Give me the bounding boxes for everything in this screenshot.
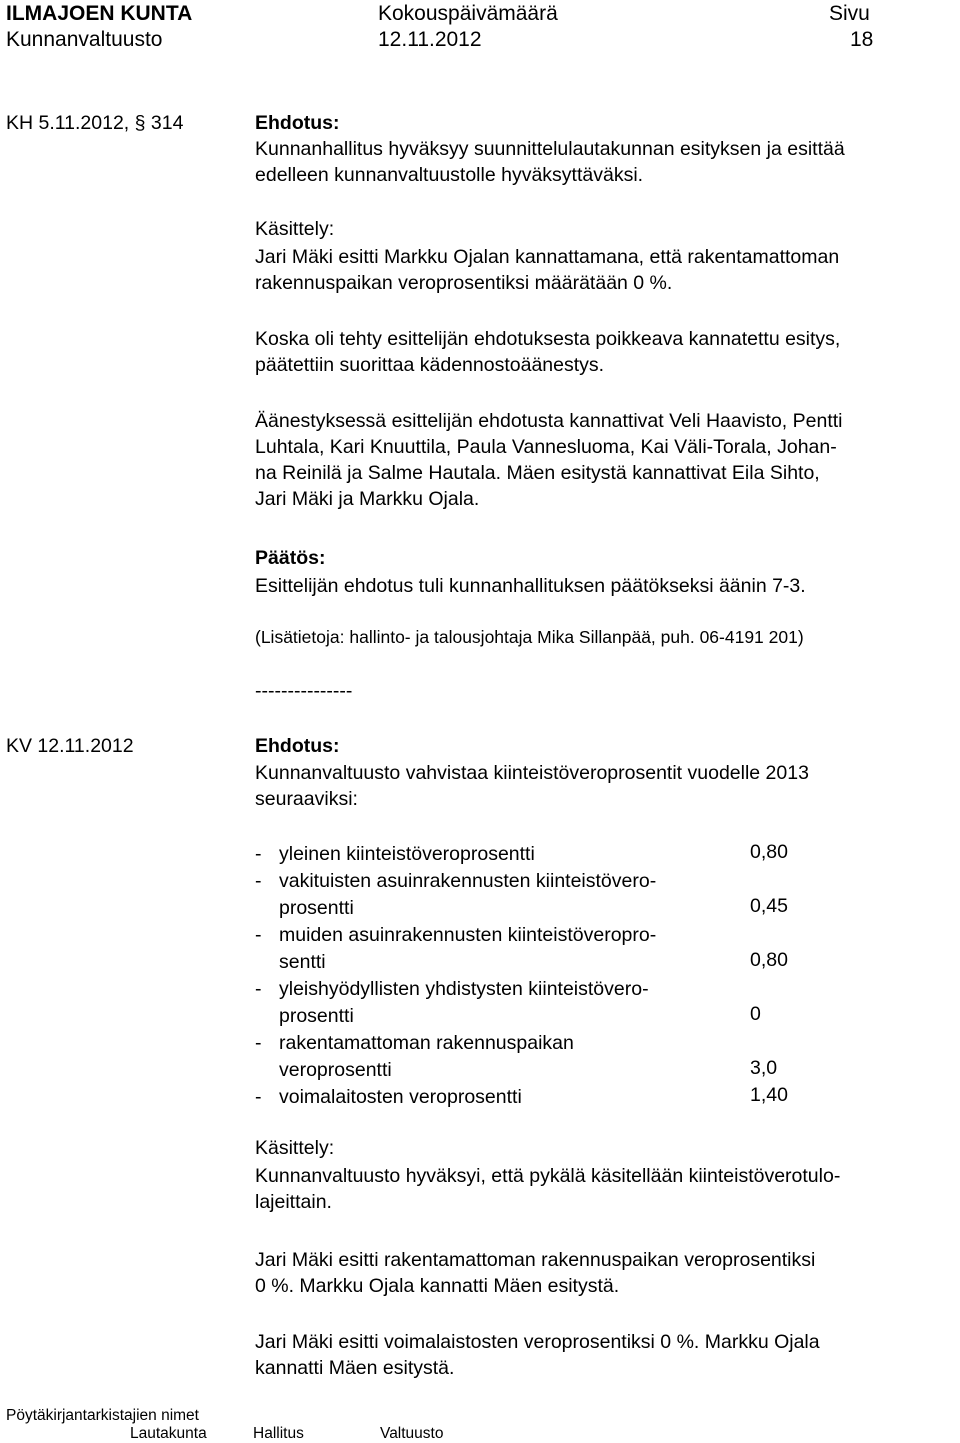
- rate-value: 0: [750, 1003, 761, 1025]
- list-item: [255, 841, 535, 867]
- kh-vote-intro: [255, 326, 960, 378]
- list-item: [255, 922, 656, 948]
- text-line: 0 %. Markku Ojala kannatti Mäen esitystä.: [255, 1275, 620, 1297]
- list-item: [255, 1030, 574, 1056]
- rate-label: yleishyödyllisten yhdistysten kiinteistövero-: [279, 978, 649, 1000]
- rate-label: yleinen kiinteistöveroprosentti: [279, 843, 535, 865]
- rate-label: vakituisten asuinrakennusten kiinteistövero-: [279, 870, 657, 892]
- list-item: [255, 1084, 522, 1110]
- rate-value: 0,80: [750, 949, 788, 971]
- text-line: Jari Mäki ja Markku Ojala.: [255, 488, 480, 510]
- kv-proposal-heading: Ehdotus:: [255, 735, 340, 757]
- kv-proposal-text: [255, 760, 960, 812]
- org-name: ILMAJOEN KUNTA: [6, 2, 193, 25]
- kh-vote-result: [255, 408, 960, 512]
- body-name: Kunnanvaltuusto: [6, 28, 163, 51]
- text-line: lajeittain.: [255, 1191, 332, 1213]
- kh-contact-info: (Lisätietoja: hallinto- ja talousjohtaja Mika Sillanpää, puh. 06-4191 201): [255, 627, 804, 647]
- text-line: rakennuspaikan veroprosentiksi määrätään 0 %.: [255, 272, 673, 294]
- rate-label: voimalaitosten veroprosentti: [279, 1086, 522, 1108]
- footer-col-valtuusto: Valtuusto: [380, 1425, 444, 1442]
- list-bullet: -: [255, 924, 262, 946]
- list-bullet: -: [255, 870, 262, 892]
- list-item: [255, 868, 656, 894]
- kh-reference: KH 5.11.2012, § 314: [6, 112, 184, 134]
- date-label: Kokouspäivämäärä: [378, 2, 558, 25]
- page-label: Sivu: [829, 2, 870, 25]
- kh-handling-text: [255, 244, 960, 296]
- rate-value: 3,0: [750, 1057, 778, 1079]
- text-line: Jari Mäki esitti rakentamattoman rakennuspaikan veroprosentiksi: [255, 1249, 816, 1271]
- rate-value: 1,40: [750, 1084, 788, 1106]
- kv-handling-heading: Käsittely:: [255, 1137, 335, 1159]
- text-line: Äänestyksessä esittelijän ehdotusta kannattivat Veli Haavisto, Pentti: [255, 410, 843, 432]
- list-bullet: -: [255, 1086, 262, 1108]
- text-line: seuraaviksi:: [255, 788, 358, 810]
- section-separator: ---------------: [255, 680, 353, 702]
- kh-handling-heading: Käsittely:: [255, 218, 335, 240]
- rate-value: 0,80: [750, 841, 788, 863]
- rate-label-continued: prosentti: [279, 1005, 354, 1027]
- rate-label-continued: sentti: [279, 951, 326, 973]
- text-line: Koska oli tehty esittelijän ehdotuksesta poikkeava kannatettu esitys,: [255, 328, 841, 350]
- kh-proposal-heading: Ehdotus:: [255, 112, 340, 134]
- meeting-date: 12.11.2012: [378, 28, 482, 51]
- text-line: na Reinilä ja Salme Hautala. Mäen esitystä kannattivat Eila Sihto,: [255, 462, 820, 484]
- rate-label: rakentamattoman rakennuspaikan: [279, 1032, 574, 1054]
- kv-reference: KV 12.11.2012: [6, 735, 134, 757]
- text-line: Kunnanhallitus hyväksyy suunnittelulautakunnan esityksen ja esittää: [255, 138, 845, 160]
- footer-col-hallitus: Hallitus: [253, 1425, 304, 1442]
- text-line: päätettiin suorittaa kädennostoäänestys.: [255, 354, 605, 376]
- kh-proposal-text: [255, 136, 960, 188]
- text-line: edelleen kunnanvaltuustolle hyväksyttäväksi.: [255, 164, 644, 186]
- text-line: Kunnanvaltuusto hyväksyi, että pykälä käsitellään kiinteistöverotulo-: [255, 1165, 841, 1187]
- text-line: kannatti Mäen esitystä.: [255, 1357, 455, 1379]
- rate-label-continued: prosentti: [279, 897, 354, 919]
- rate-value: 0,45: [750, 895, 788, 917]
- rate-label: muiden asuinrakennusten kiinteistöveropro-: [279, 924, 657, 946]
- list-bullet: -: [255, 978, 262, 1000]
- kv-handling-text: [255, 1163, 960, 1215]
- rate-label-continued: veroprosentti: [279, 1059, 392, 1081]
- kh-decision-text: Esittelijän ehdotus tuli kunnanhallituksen päätökseksi äänin 7-3.: [255, 575, 806, 597]
- page-number: 18: [850, 28, 874, 51]
- list-bullet: -: [255, 843, 262, 865]
- text-line: Kunnanvaltuusto vahvistaa kiinteistöveroprosentit vuodelle 2013: [255, 762, 809, 784]
- footer-col-lautakunta: Lautakunta: [130, 1425, 207, 1442]
- text-line: Luhtala, Kari Knuuttila, Paula Vannesluoma, Kai Väli-Torala, Johan-: [255, 436, 837, 458]
- kh-decision-heading: Päätös:: [255, 547, 326, 569]
- list-bullet: -: [255, 1032, 262, 1054]
- text-line: Jari Mäki esitti voimalaistosten veroprosentiksi 0 %. Markku Ojala: [255, 1331, 820, 1353]
- kv-paragraph-3: [255, 1329, 960, 1381]
- text-line: Jari Mäki esitti Markku Ojalan kannattamana, että rakentamattoman: [255, 246, 840, 268]
- footer-title: Pöytäkirjantarkistajien nimet: [6, 1407, 199, 1424]
- list-item: [255, 976, 649, 1002]
- kv-paragraph-2: [255, 1247, 960, 1299]
